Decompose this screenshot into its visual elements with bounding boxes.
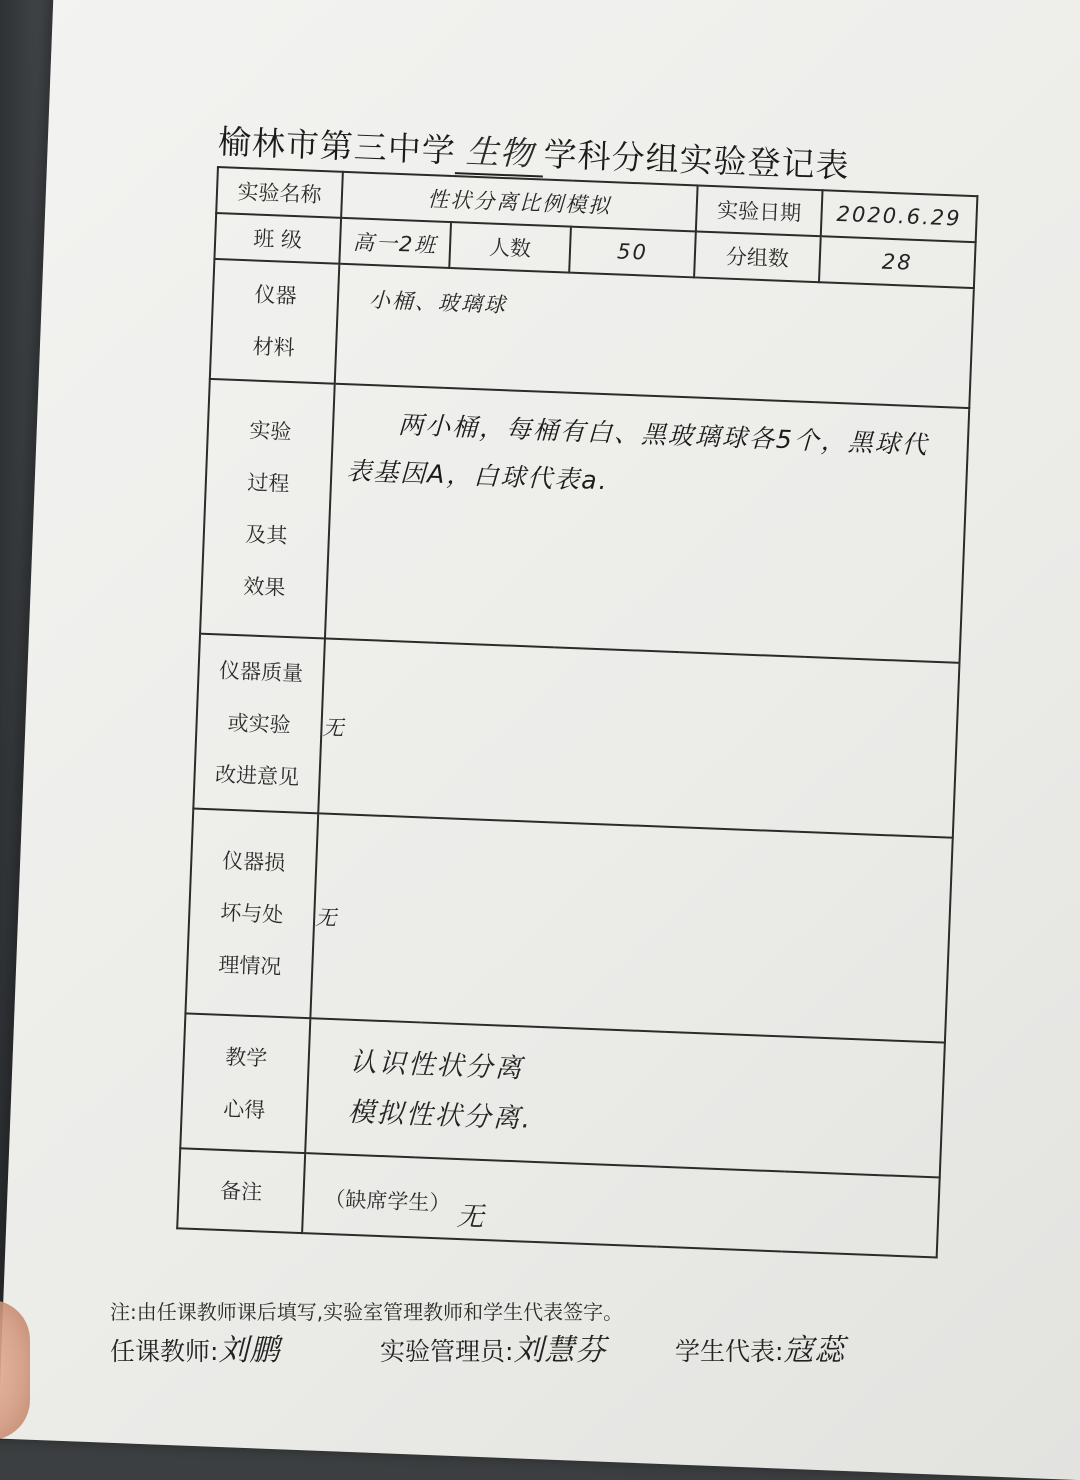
remarks-value: 无	[455, 1200, 487, 1233]
equipment-label-line: 材料	[252, 334, 296, 361]
remarks-prefix: （缺席学生）	[323, 1186, 451, 1216]
class-value: 高一2班	[339, 218, 451, 268]
remarks-label: 备注	[177, 1148, 305, 1233]
row-damage	[185, 809, 952, 1043]
teaching-line: 认识性状分离	[349, 1046, 525, 1084]
footer-note: 注:由任课教师课后填写,实验室管理教师和学生代表签字。	[110, 1300, 624, 1324]
experiment-date-value: 2020.6.29	[821, 190, 978, 242]
quality-label-line: 仪器质量	[218, 657, 304, 686]
teaching-label-line: 心得	[222, 1096, 266, 1123]
teacher-signature	[110, 1325, 280, 1369]
row-process	[200, 379, 969, 663]
damage-label-line: 理情况	[217, 952, 282, 979]
class-label: 班 级	[214, 213, 341, 264]
group-count-label: 分组数	[694, 231, 821, 282]
process-value: 两小桶，每桶有白、黑玻璃球各5个，黑球代表基因A，白球代表a.	[345, 410, 930, 496]
process-label-line: 实验	[248, 417, 292, 444]
process-label	[200, 379, 335, 639]
admin-signature	[380, 1325, 606, 1369]
student-label: 学生代表:	[675, 1337, 784, 1366]
registration-table	[176, 166, 978, 1258]
experiment-name-label: 实验名称	[216, 167, 343, 218]
student-count-label: 人数	[449, 222, 571, 273]
equipment-value: 小桶、玻璃球	[335, 264, 974, 408]
student-signature	[675, 1325, 845, 1369]
experiment-name-value: 性状分离比例模拟	[341, 172, 698, 232]
title-prefix: 榆林市第三中学	[217, 122, 457, 171]
quality-value: 无	[318, 638, 959, 837]
quality-label-line: 改进意见	[214, 761, 300, 790]
process-label-line: 过程	[246, 469, 290, 496]
teaching-line: 模拟性状分离.	[347, 1096, 533, 1135]
process-cell	[325, 384, 969, 663]
teaching-label	[180, 1013, 310, 1153]
title-subject: 生物	[455, 125, 545, 177]
equipment-label	[210, 259, 340, 384]
damage-label-line: 仪器损	[221, 848, 286, 875]
student-name: 寇蕊	[783, 1333, 846, 1368]
experiment-date-label: 实验日期	[696, 185, 823, 236]
title-suffix: 学科分组实验登记表	[542, 134, 851, 186]
teaching-label-line: 教学	[224, 1044, 268, 1071]
group-count-value: 28	[819, 236, 976, 288]
student-count-value: 50	[569, 227, 696, 278]
damage-label	[185, 809, 318, 1019]
damage-label-line: 坏与处	[219, 900, 284, 927]
teacher-name: 刘鹏	[218, 1333, 281, 1368]
teacher-label: 任课教师:	[110, 1337, 219, 1366]
quality-label-line: 或实验	[227, 710, 292, 737]
admin-name: 刘慧芬	[513, 1333, 607, 1368]
process-label-line: 及其	[244, 521, 288, 548]
quality-label	[193, 634, 325, 814]
admin-label: 实验管理员:	[380, 1337, 514, 1366]
damage-value: 无	[310, 813, 952, 1042]
process-label-line: 效果	[242, 573, 286, 600]
equipment-label-line: 仪器	[254, 282, 298, 309]
row-quality	[193, 634, 959, 838]
teaching-cell	[305, 1018, 945, 1177]
